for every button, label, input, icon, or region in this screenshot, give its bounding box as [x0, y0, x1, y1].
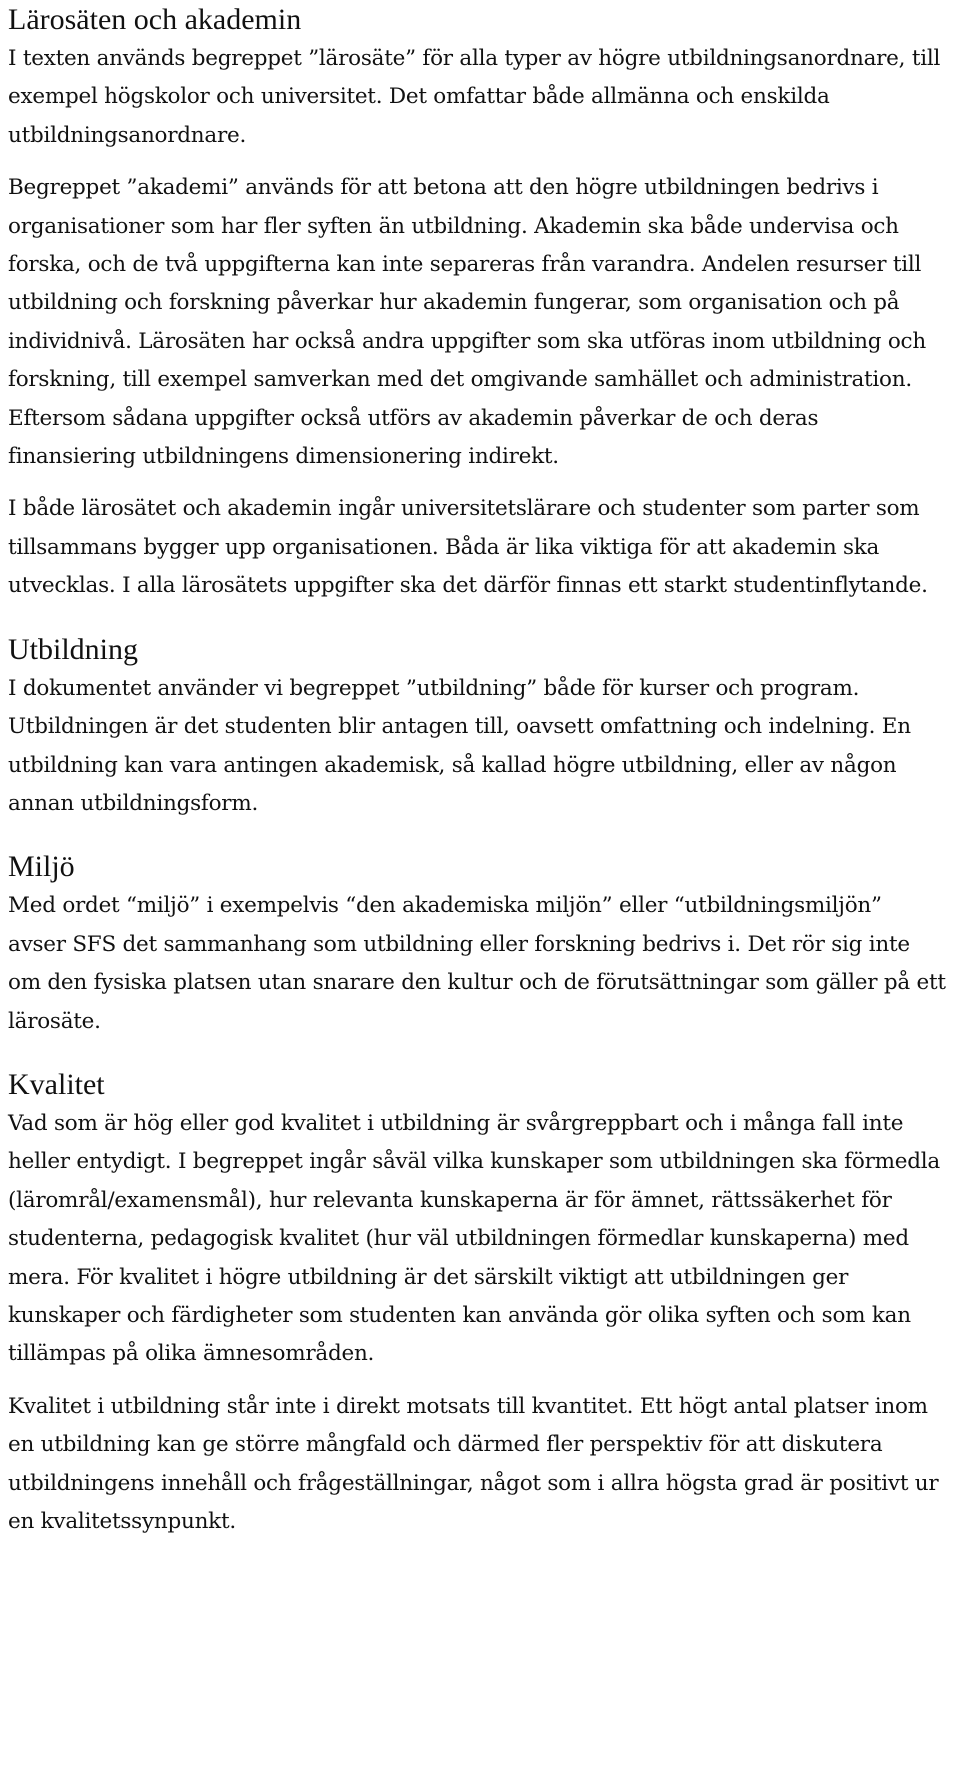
section-heading: Kvalitet	[8, 1067, 105, 1101]
section-heading: Utbildning	[8, 632, 139, 666]
section-heading: Lärosäten och akademin	[8, 3, 302, 36]
section-kvalitet	[8, 1067, 946, 1541]
paragraph: Begreppet ”akademi” används för att betona att den högre utbildningen bedrivs i organisationer som har fler syften än utbildning. Akademin ska både undervisa och forska, och de två uppgifterna kan inte separeras från varandra. Andelen resurser till utbildning och forskning påverkar hur akademin fungerar, som organisation och på individnivå. Lärosäten har också andra uppgifter som ska utföras inom utbildning och forskning, till exempel samverkan med det omgivande samhället och administration. Eftersom sådana uppgifter också utförs av akademin påverkar de och deras finansiering utbildningens dimensionering indirekt.	[8, 175, 926, 470]
section-utbildning	[8, 632, 946, 824]
paragraph: Kvalitet i utbildning står inte i direkt motsats till kvantitet. Ett högt antal platser inom en utbildning kan ge större mångfald och därmed fler perspektiv för att diskutera utbildningens innehåll och frågeställningar, något som i allra högsta grad är positivt ur en kvalitetssynpunkt.	[8, 1393, 939, 1534]
paragraph: Vad som är hög eller god kvalitet i utbildning är svårgreppbart och i många fall inte heller entydigt. I begreppet ingår såväl vilka kunskaper som utbildningen ska förmedla (lärområl/examensmål), hur relevanta kunskaperna är för ämnet, rättssäkerhet för studenterna, pedagogisk kvalitet (hur väl utbildningen förmedlar kunskaperna) med mera. För kvalitet i högre utbildning är det särskilt viktigt att utbildningen ger kunskaper och färdigheter som studenten kan använda gör olika syften och som kan tillämpas på olika ämnesområden.	[8, 1110, 940, 1367]
paragraph: I både lärosätet och akademin ingår universitetslärare och studenter som parter som tillsammans bygger upp organisationen. Båda är lika viktiga för att akademin ska utvecklas. I alla lärosätets uppgifter ska det därför finnas ett starkt studentinflytande.	[8, 496, 928, 599]
section-miljo	[8, 849, 946, 1041]
paragraph: Med ordet “miljö” i exempelvis “den akademiska miljön” eller “utbildningsmiljön” avser SFS det sammanhang som utbildning eller forskning bedrivs i. Det rör sig inte om den fysiska platsen utan snarare den kultur och de förutsättningar som gäller på ett lärosäte.	[8, 893, 946, 1034]
section-heading: Miljö	[8, 850, 75, 884]
paragraph: I texten används begreppet ”lärosäte” för alla typer av högre utbildningsanordnare, till exempel högskolor och universitet. Det omfattar både allmänna och enskilda utbildningsanordnare.	[8, 46, 941, 148]
section-larosaten-och-akademin	[8, 2, 946, 606]
paragraph: I dokumentet använder vi begreppet ”utbildning” både för kurser och program. Utbildningen är det studenten blir antagen till, oavsett omfattning och indelning. En utbildning kan vara antingen akademisk, så kallad högre utbildning, eller av någon annan utbildningsform.	[8, 675, 911, 816]
